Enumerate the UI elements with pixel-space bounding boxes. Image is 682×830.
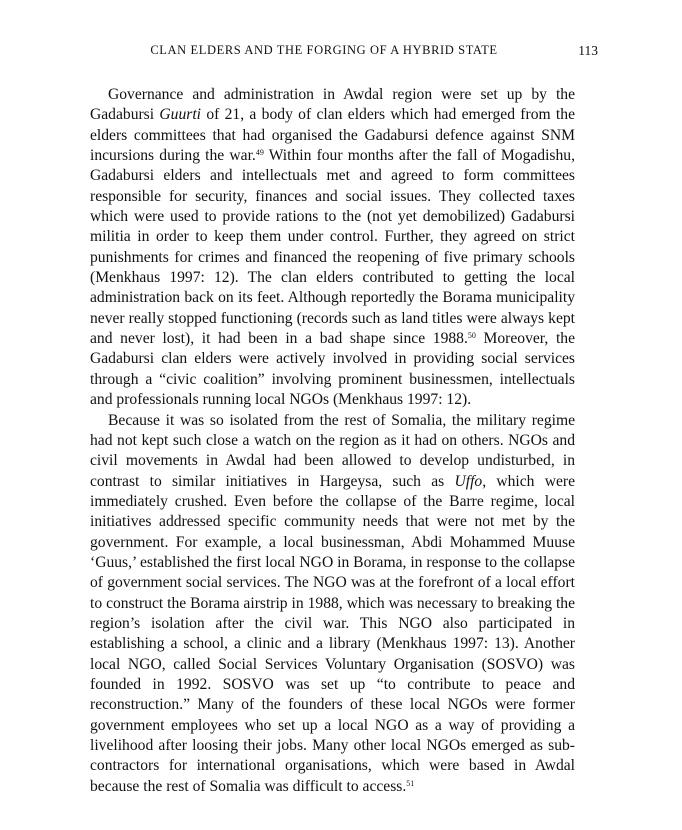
running-title: CLAN ELDERS AND THE FORGING OF A HYBRID STATE [150, 43, 498, 57]
text-run: Moreover, the Gadabursi clan elders were actively involved in providing social services through a “civic coalition” involving prominent businessmen, intellectuals and professionals running local NGOs (Menkhaus 1997: 12). [90, 330, 575, 409]
text-run: Within four months after the fall of Mogadishu, Gadabursi elders and intellectuals met and agreed to form committees responsible for security, finances and social issues. They collected taxes which were used to provide rations to the (not yet demobilized) Gadabursi militia in order to keep them under control. Further, they agreed on strict punishments for crimes and financed the reopening of five primary schools (Menkhaus 1997: 12). The clan elders contributed to getting the local administration back on its feet. Although reportedly the Borama municipality never really stopped functioning (records such as land titles were always kept and never lost), it had been in a bad shape since 1988. [90, 147, 575, 348]
text-run: Governance and administration in Awdal region were set up by the Gadabursi [90, 86, 575, 124]
text-run: , which were immediately crushed. Even before the collapse of the Barre regime, local initiatives addressed specific community needs that were not met by the government. For example, a local businessman, Abdi Mohammed Muuse ‘Guus,’ established the first local NGO in Borama, in response to the collapse of government social services. The NGO was at the forefront of a local effort to construct the Borama airstrip in 1988, which was necessary to breaking the region’s isolation after the civil war. This NGO also participated in establishing a school, a clinic and a library (Menkhaus 1997: 13). Another local NGO, called Social Services Voluntary Organisation (SOSVO) was founded in 1992. SOSVO was set up “to contribute to peace and reconstruction.” Many of the founders of these local NGOs were former government employees who set up a local NGO as a way of providing a livelihood after loosing their jobs. Many other local NGOs emerged as sub-contractors for international organisations, which were based in Awdal because the rest of Somalia was difficult to access. [90, 472, 575, 795]
page-number: 113 [578, 43, 598, 58]
paragraph [90, 85, 575, 411]
footnote-marker[interactable]: 49 [255, 148, 264, 158]
paragraph [90, 411, 575, 798]
footnote-marker[interactable]: 50 [467, 331, 476, 341]
text-run-italic: Guurti [159, 106, 201, 124]
text-run: Because it was so isolated from the rest of Somalia, the military regime had not kept such close a watch on the region as it had on others. NGOs and civil movements in Awdal had been allowed to develop undisturbed, in contrast to similar initiatives in Hargeysa, such as [90, 411, 575, 490]
text-run-italic: Uffo [454, 472, 483, 490]
body-text [90, 85, 575, 797]
footnote-marker[interactable]: 51 [406, 778, 415, 788]
text-run: of 21, a body of clan elders which had emerged from the elders committees that had organised the Gadabursi defence against SNM incursions during the war. [90, 106, 575, 165]
running-head [90, 43, 598, 63]
